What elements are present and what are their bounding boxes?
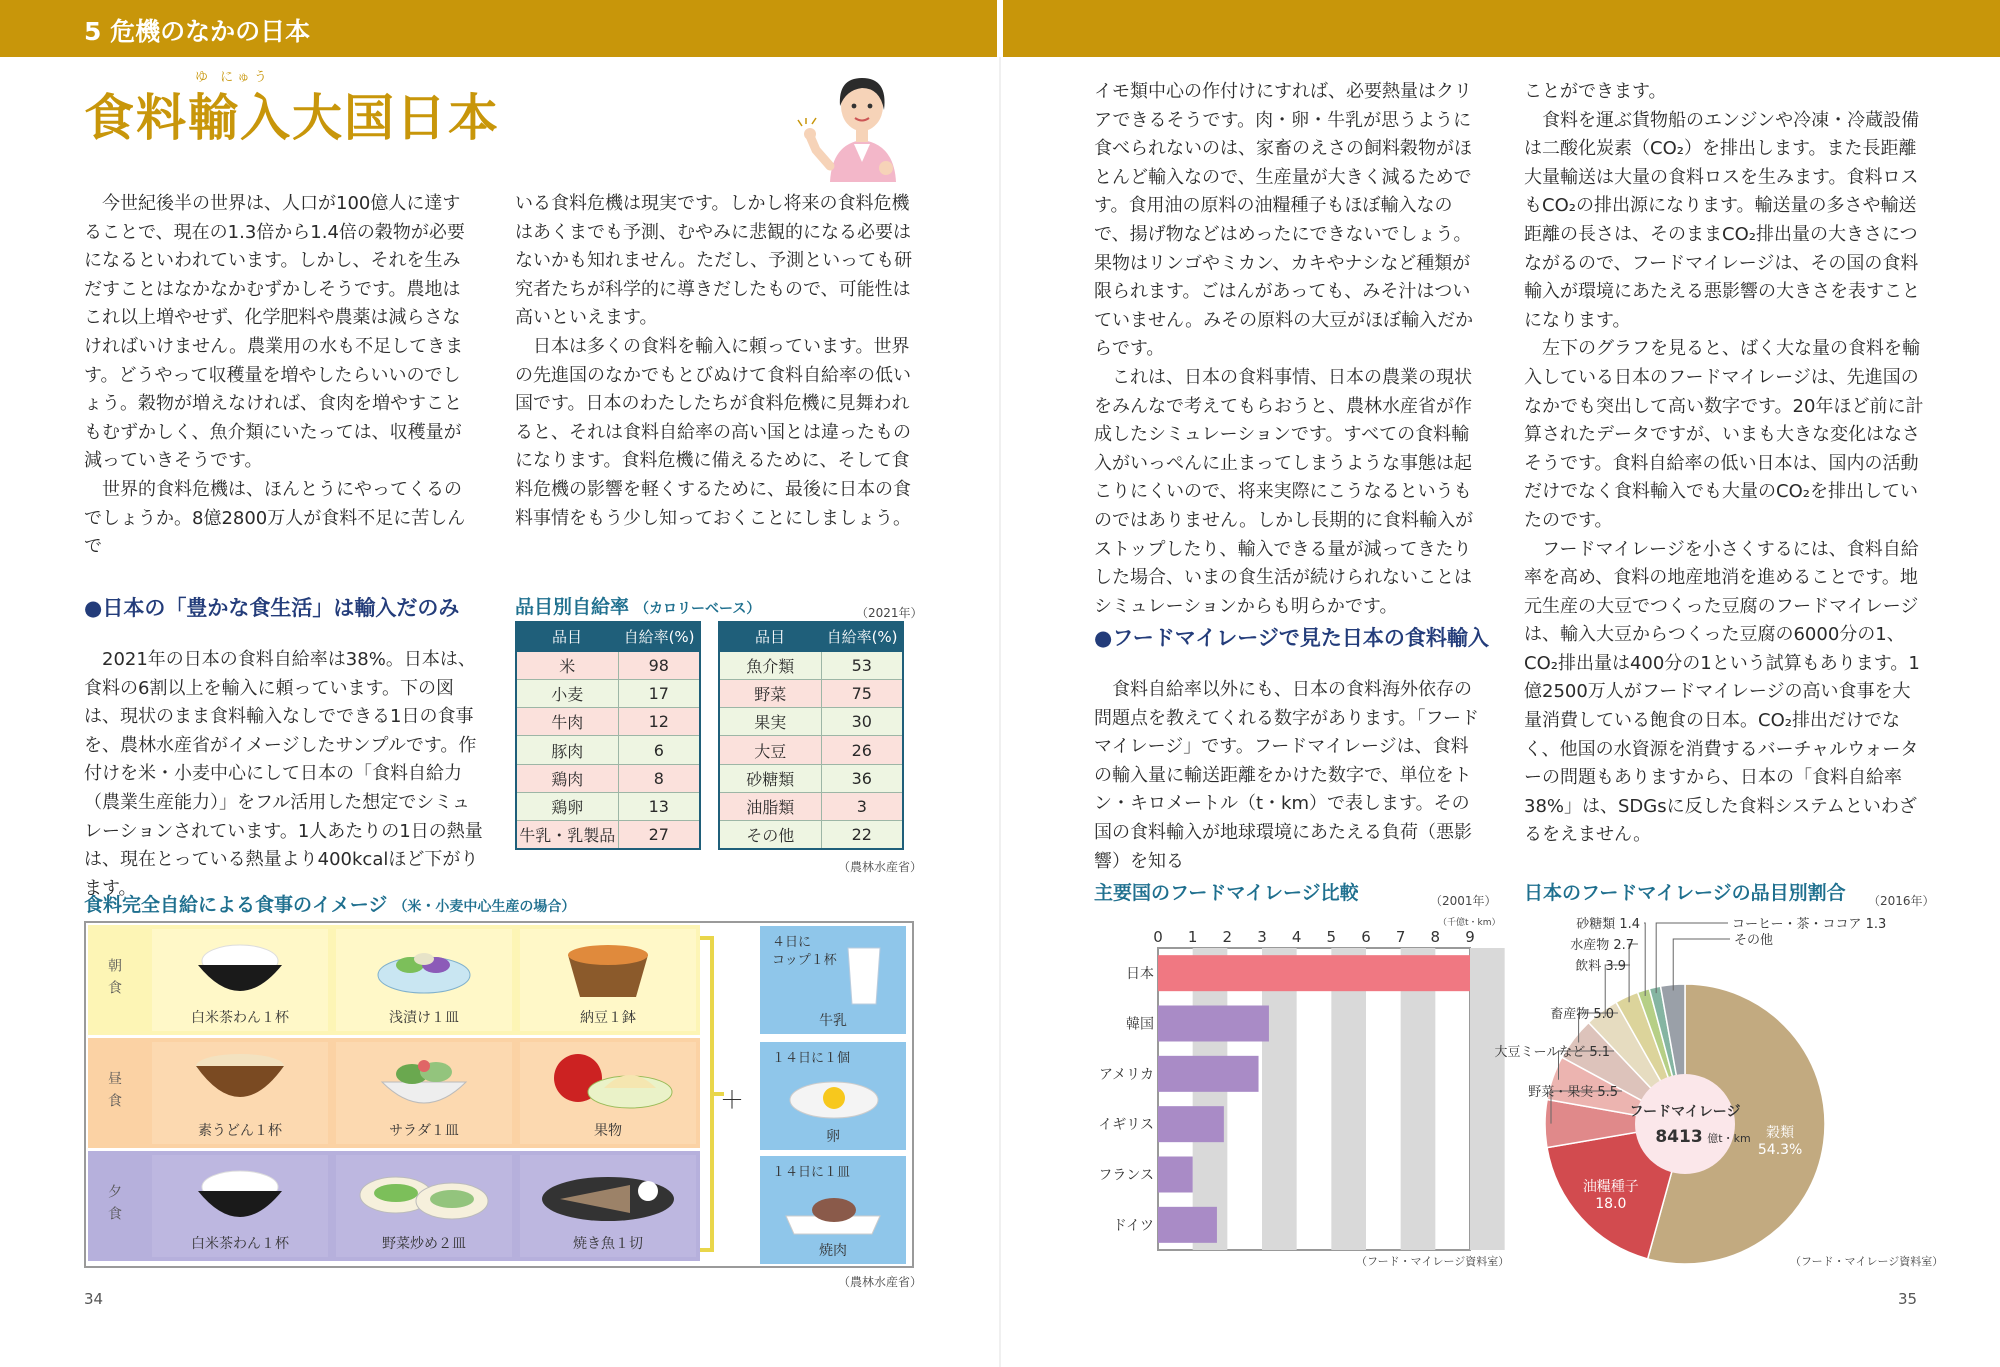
meal-image-title [84, 890, 575, 917]
meal-caption: 浅漬け１皿 [389, 1010, 459, 1026]
pie-leader-line [1644, 923, 1645, 996]
intro-paragraph: 今世紀後半の世界は、人口が100億人に達することで、現在の1.3倍から1.4倍の穀物が必要になるといわれています。しかし、それを生みだすことはなかなかむずかしそうです。農地はこれ以上増やせず、化学肥料や農薬は減らさなければいけません。農業用の水も不足してきます。どうやって収穫量を増やしたらいいのでしょう。穀物が増えなければ、食肉を増やすこともむずかしく、魚介類にいたっては、収穫量が減っていきそうです。 [84, 193, 465, 472]
ratio-item-cell: 米 [516, 651, 618, 679]
ratio-table-year: （2021年） [856, 606, 923, 620]
ratio-table-row [719, 708, 903, 736]
ratio-table-row [719, 821, 903, 849]
pie-chart-title: 日本のフードマイレージの品目別割合 [1524, 882, 1846, 904]
meal-caption: 野菜炒め２皿 [382, 1236, 466, 1252]
meal-cell [336, 1042, 512, 1144]
meal-caption: 白米茶わん１杯 [191, 1236, 289, 1252]
side-item-yakiniku [760, 1156, 906, 1264]
bar-フランス [1158, 1157, 1193, 1193]
meal-cell [520, 1042, 696, 1144]
side-caption: 卵 [826, 1129, 840, 1145]
yakiniku-icon [780, 1186, 890, 1236]
bar-chart-source: （フード・マイレージ資料室） [1356, 1255, 1510, 1268]
pie-leader-line [1673, 939, 1730, 991]
pie-label: 18.0 [1595, 1196, 1627, 1213]
pie-chart [1494, 906, 1950, 1266]
section2-text [1094, 676, 1486, 876]
ratio-value-cell: 26 [821, 736, 903, 764]
ratio-item-cell: 魚介類 [719, 651, 821, 679]
ratio-table-title-text: 品目別自給率 [515, 596, 630, 618]
teacher-illustration [800, 66, 918, 182]
meal-caption: サラダ１皿 [389, 1123, 459, 1139]
right-column-2 [1524, 78, 1926, 850]
ratio-value-cell: 12 [618, 708, 700, 736]
x-tick-label: 5 [1326, 928, 1337, 946]
side-note: １４日に１皿 [772, 1165, 851, 1180]
pie-label: 野菜・果実 5.5 [1528, 1085, 1618, 1100]
ratio-value-cell: 36 [821, 764, 903, 792]
ratio-table-row [719, 679, 903, 707]
ratio-value-cell: 53 [821, 651, 903, 679]
section-heading-food-mileage: ●フードマイレージで見た日本の食料輸入 [1094, 626, 1489, 650]
section1-text [84, 646, 484, 903]
pie-label: 油糧種子 [1582, 1179, 1639, 1196]
ratio-value-cell: 75 [821, 679, 903, 707]
meal-cell [336, 929, 512, 1031]
chapter-label: 5 危機のなかの日本 [84, 17, 311, 46]
ratio-table-left [515, 621, 701, 850]
ratio-table-source: （農林水産省） [838, 860, 923, 874]
ratio-header-value: 自給率(%) [618, 622, 700, 651]
fruit-icon [520, 1042, 696, 1122]
right-paragraph: フードマイレージを小さくするには、食料自給率を高め、食料の地産地消を進めることです。地元生産の大豆でつくった豆腐のフードマイレージは、輸入大豆からつくった豆腐の6000分の1、CO₂排出量は400分の1という試算もあります。1億2500万人がフードマイレージの高い食事を大量消費している飽食の日本。CO₂排出だけでなく、他国の水資源を消費するバーチャルウォーターの問題もありますから、日本の「食料自給率38%」は、SDGsに反した食料システムといわざるをえません。 [1524, 538, 1920, 846]
pie-label: 穀類 [1766, 1124, 1795, 1141]
milk-glass-icon [844, 946, 884, 1006]
meal-image-subtitle: （米・小麦中心生産の場合） [393, 899, 576, 915]
x-tick-label: 4 [1291, 928, 1302, 946]
ratio-value-cell: 3 [821, 792, 903, 820]
egg-icon [784, 1072, 884, 1122]
page-number-left: 34 [84, 1290, 104, 1308]
intro-column-1 [84, 190, 476, 562]
meal-cell [152, 1155, 328, 1257]
ratio-item-cell: 牛乳・乳製品 [516, 821, 618, 849]
pie-chart-year: （2016年） [1868, 894, 1935, 908]
meal-image-source: （農林水産省） [838, 1275, 923, 1289]
right-column-1 [1094, 78, 1486, 621]
bar-chart-title: 主要国のフードマイレージ比較 [1094, 882, 1359, 904]
ratio-value-cell: 13 [618, 792, 700, 820]
meal-row-breakfast [88, 925, 700, 1035]
pie-label: 水産物 2.7 [1570, 938, 1634, 953]
meal-image-title-text: 食料完全自給による食事のイメージ [84, 894, 388, 916]
ratio-table-row [516, 792, 700, 820]
x-tick-label: 9 [1465, 928, 1475, 946]
bar-ドイツ [1158, 1207, 1217, 1243]
pie-label: 大豆ミールなど 5.1 [1494, 1045, 1610, 1060]
grid-band [1470, 948, 1505, 1250]
side-caption: 牛乳 [819, 1013, 847, 1029]
y-category-label: イギリス [1098, 1117, 1154, 1134]
right-paragraph: これは、日本の食料事情、日本の農業の現状をみんなで考えてもらおうと、農林水産省が作成したシミュレーションです。すべての食料輸入がいっぺんに止まってしまうような事態は起こりにくいので、将来実際にこうなるというものではありません。しかし長期的に食料輸入がストップしたり、輸入できる量が減ってきたりした場合、いまの食生活が続けられないことはシミュレーションからも明らかです。 [1094, 366, 1474, 617]
side-note: ４日に コップ１杯 [772, 935, 837, 968]
ratio-table-row [516, 651, 700, 679]
pie-label: 54.3% [1757, 1141, 1803, 1158]
ratio-header-item: 品目 [516, 622, 618, 651]
right-paragraph: 左下のグラフを見ると、ばく大な量の食料を輸入している日本のフードマイレージは、先進国のなかでも突出して高い数字です。20年ほど前に計算されたデータですが、いまも大きな変化はなさそうです。食料自給率の低い日本は、国内の活動だけでなく食料輸入でも大量のCO₂を排出していたのです。 [1524, 338, 1924, 531]
pie-label: コーヒー・茶・ココア 1.3 [1732, 917, 1887, 932]
ratio-item-cell: その他 [719, 821, 821, 849]
x-tick-label: 6 [1361, 928, 1371, 946]
ratio-item-cell: 鶏卵 [516, 792, 618, 820]
ratio-table-row [719, 651, 903, 679]
right-paragraph: 食料を運ぶ貨物船のエンジンや冷凍・冷蔵設備は二酸化炭素（CO₂）を排出します。また長距離大量輸送は大量の食料ロスを生みます。食料ロスもCO₂の排出源になります。輸送量の多さや輸送距離の長さは、そのままCO₂排出量の大きさにつながるので、フードマイレージは、その国の食料輸入が環境にあたえる悪影響の大きさを表すことになります。 [1524, 109, 1920, 331]
ratio-value-cell: 30 [821, 708, 903, 736]
meal-caption: 白米茶わん１杯 [191, 1010, 289, 1026]
ratio-table-row [516, 736, 700, 764]
ratio-value-cell: 8 [618, 764, 700, 792]
section2-paragraph: 食料自給率以外にも、日本の食料海外依存の問題点を教えてくれる数字があります。「フードマイレージ」です。フードマイレージは、食料の輸入量に輸送距離をかけた数字で、単位をトン・キロメートル（t・km）で表します。その国の食料輸入が地球環境にあたえる負荷（悪影響）を知る [1094, 679, 1480, 872]
grid-band [1401, 948, 1436, 1250]
pie-label: 畜産物 5.0 [1550, 1007, 1614, 1022]
meal-caption: 果物 [594, 1123, 622, 1139]
ratio-value-cell: 98 [618, 651, 700, 679]
rice-bowl-icon [152, 1155, 328, 1235]
ratio-table-subtitle: （カロリーベース） [635, 601, 761, 617]
bar-イギリス [1158, 1106, 1224, 1142]
x-tick-label: 8 [1430, 928, 1441, 946]
meal-label: 朝食 [88, 925, 140, 1035]
meal-cell [520, 1155, 696, 1257]
side-item-milk [760, 926, 906, 1034]
natto-bowl-icon [520, 929, 696, 1009]
x-tick-label: 2 [1222, 928, 1233, 946]
udon-bowl-icon [152, 1042, 328, 1122]
meal-caption: 焼き魚１切 [573, 1236, 643, 1252]
ratio-table-row [516, 764, 700, 792]
grid-band [1331, 948, 1366, 1250]
page-number-right: 35 [1898, 1290, 1918, 1308]
y-category-label: 日本 [1126, 966, 1154, 983]
salad-icon [336, 1042, 512, 1122]
ratio-item-cell: 鶏肉 [516, 764, 618, 792]
ratio-value-cell: 6 [618, 736, 700, 764]
ratio-table-row [516, 708, 700, 736]
meal-label: 夕食 [88, 1151, 140, 1261]
x-tick-label: 7 [1395, 928, 1406, 946]
right-paragraph: ことができます。 [1524, 81, 1667, 102]
ratio-header-value: 自給率(%) [821, 622, 903, 651]
pie-leader-line [1656, 923, 1728, 993]
ratio-value-cell: 22 [821, 821, 903, 849]
ratio-item-cell: 油脂類 [719, 792, 821, 820]
grilled-fish-icon [520, 1155, 696, 1235]
ratio-table-row [516, 821, 700, 849]
meal-cell [336, 1155, 512, 1257]
section1-paragraph: 2021年の日本の食料自給率は38%。日本は、食料の6割以上を輸入に頼っています。下の図は、現状のまま食料輸入なしでできる1日の食事を、農林水産省がイメージしたサンプルです。作付けを米・小麦中心にして日本の「食料自給力（農業生産能力）」をフル活用した想定でシミュレーションされています。1人あたりの1日の熱量は、現在とっている熱量より400kcalほど下がります。 [84, 649, 483, 899]
pie-label: 砂糖類 1.4 [1576, 917, 1640, 932]
intro-paragraph: 世界的食料危機は、ほんとうにやってくるのでしょうか。8億2800万人が食料不足に苦しんで [84, 478, 466, 558]
pickles-dish-icon [336, 929, 512, 1009]
ratio-header-item: 品目 [719, 622, 821, 651]
meal-caption: 納豆１鉢 [580, 1010, 636, 1026]
page-title: 食料輸入大国日本 [84, 89, 500, 147]
ratio-table-row [719, 736, 903, 764]
intro-column-2 [515, 190, 913, 533]
bar-アメリカ [1158, 1056, 1259, 1092]
side-caption: 焼肉 [819, 1243, 847, 1259]
meal-cell [152, 1042, 328, 1144]
ratio-table-row [516, 679, 700, 707]
bar-chart-unit: （千億t・km） [1438, 918, 1501, 928]
meal-cell [152, 929, 328, 1031]
right-paragraph: イモ類中心の作付けにすれば、必要熱量はクリアできるそうです。肉・卵・牛乳が思うように食べられないのは、家畜のえさの飼料穀物がほとんど輸入なので、生産量が大きく減るためです。食用油の原料の油糧種子もほぼ輸入なので、揚げ物などはめったにできないでしょう。果物はリンゴやミカン、カキやナシなど種類が限られます。ごはんがあっても、みそ汁はついていません。みその原料の大豆がほぼ輸入だからです。 [1094, 81, 1474, 360]
x-tick-label: 1 [1187, 928, 1198, 946]
grid-band [1193, 948, 1228, 1250]
pie-center [1635, 1074, 1735, 1174]
ratio-item-cell: 小麦 [516, 679, 618, 707]
bar-韓国 [1158, 1006, 1269, 1042]
pie-center-label: フードマイレージ [1629, 1104, 1741, 1120]
bar-chart [1090, 924, 1490, 1256]
meal-caption: 素うどん１杯 [198, 1123, 282, 1139]
plus-sign: ＋ [720, 1086, 744, 1114]
y-category-label: ドイツ [1112, 1217, 1154, 1234]
ratio-item-cell: 牛肉 [516, 708, 618, 736]
x-tick-label: 0 [1153, 928, 1163, 946]
pie-chart-source: （フード・マイレージ資料室） [1790, 1255, 1944, 1268]
meal-cell [520, 929, 696, 1031]
pie-label: その他 [1734, 933, 1774, 948]
section-heading-imports: ●日本の「豊かな食生活」は輸入だのみ [84, 596, 460, 620]
y-category-label: フランス [1098, 1167, 1154, 1184]
meal-row-lunch [88, 1038, 700, 1148]
page-gutter [999, 57, 1001, 1367]
ratio-table-right [718, 621, 904, 850]
side-item-egg [760, 1042, 906, 1150]
ratio-table-row [719, 792, 903, 820]
ratio-value-cell: 17 [618, 679, 700, 707]
ratio-item-cell: 豚肉 [516, 736, 618, 764]
bar-日本 [1158, 955, 1470, 991]
meal-label: 昼食 [88, 1038, 140, 1148]
rice-bowl-icon [152, 929, 328, 1009]
ratio-item-cell: 大豆 [719, 736, 821, 764]
title-ruby: ゆ にゅう [195, 70, 271, 85]
y-category-label: アメリカ [1098, 1066, 1154, 1083]
meal-row-dinner [88, 1151, 700, 1261]
bar-chart-year: （2001年） [1430, 894, 1497, 908]
grid-band [1262, 948, 1297, 1250]
x-tick-label: 3 [1257, 928, 1267, 946]
ratio-table-title [515, 592, 760, 619]
ratio-item-cell: 砂糖類 [719, 764, 821, 792]
ratio-table-row [719, 764, 903, 792]
intro-paragraph: 日本は多くの食料を輸入に頼っています。世界の先進国のなかでもとびぬけて食料自給率の低い国です。日本のわたしたちが食料危機に見舞われると、それは食料自給率の高い国とは違ったものになります。食料危機に備えるために、そして食料危機の影響を軽くするために、最後に日本の食料事情をもう少し知っておくことにしましょう。 [515, 335, 911, 529]
intro-paragraph: いる食料危機は現実です。しかし将来の食料危機はあくまでも予測、むやみに悲観的になる必要はないかも知れません。ただし、予測といっても研究者たちが科学的に導きだしたもので、可能性は高いといえます。 [515, 193, 913, 329]
pie-center-unit: 億t・km [1707, 1132, 1751, 1145]
stir-fry-icon [336, 1155, 512, 1235]
header-divider [997, 0, 1003, 57]
side-note: １４日に１個 [772, 1051, 851, 1066]
y-category-label: 韓国 [1126, 1016, 1154, 1033]
ratio-value-cell: 27 [618, 821, 700, 849]
ratio-item-cell: 果実 [719, 708, 821, 736]
ratio-item-cell: 野菜 [719, 679, 821, 707]
pie-center-value: 8413 [1655, 1127, 1703, 1147]
pie-label: 飲料 3.9 [1575, 959, 1626, 974]
